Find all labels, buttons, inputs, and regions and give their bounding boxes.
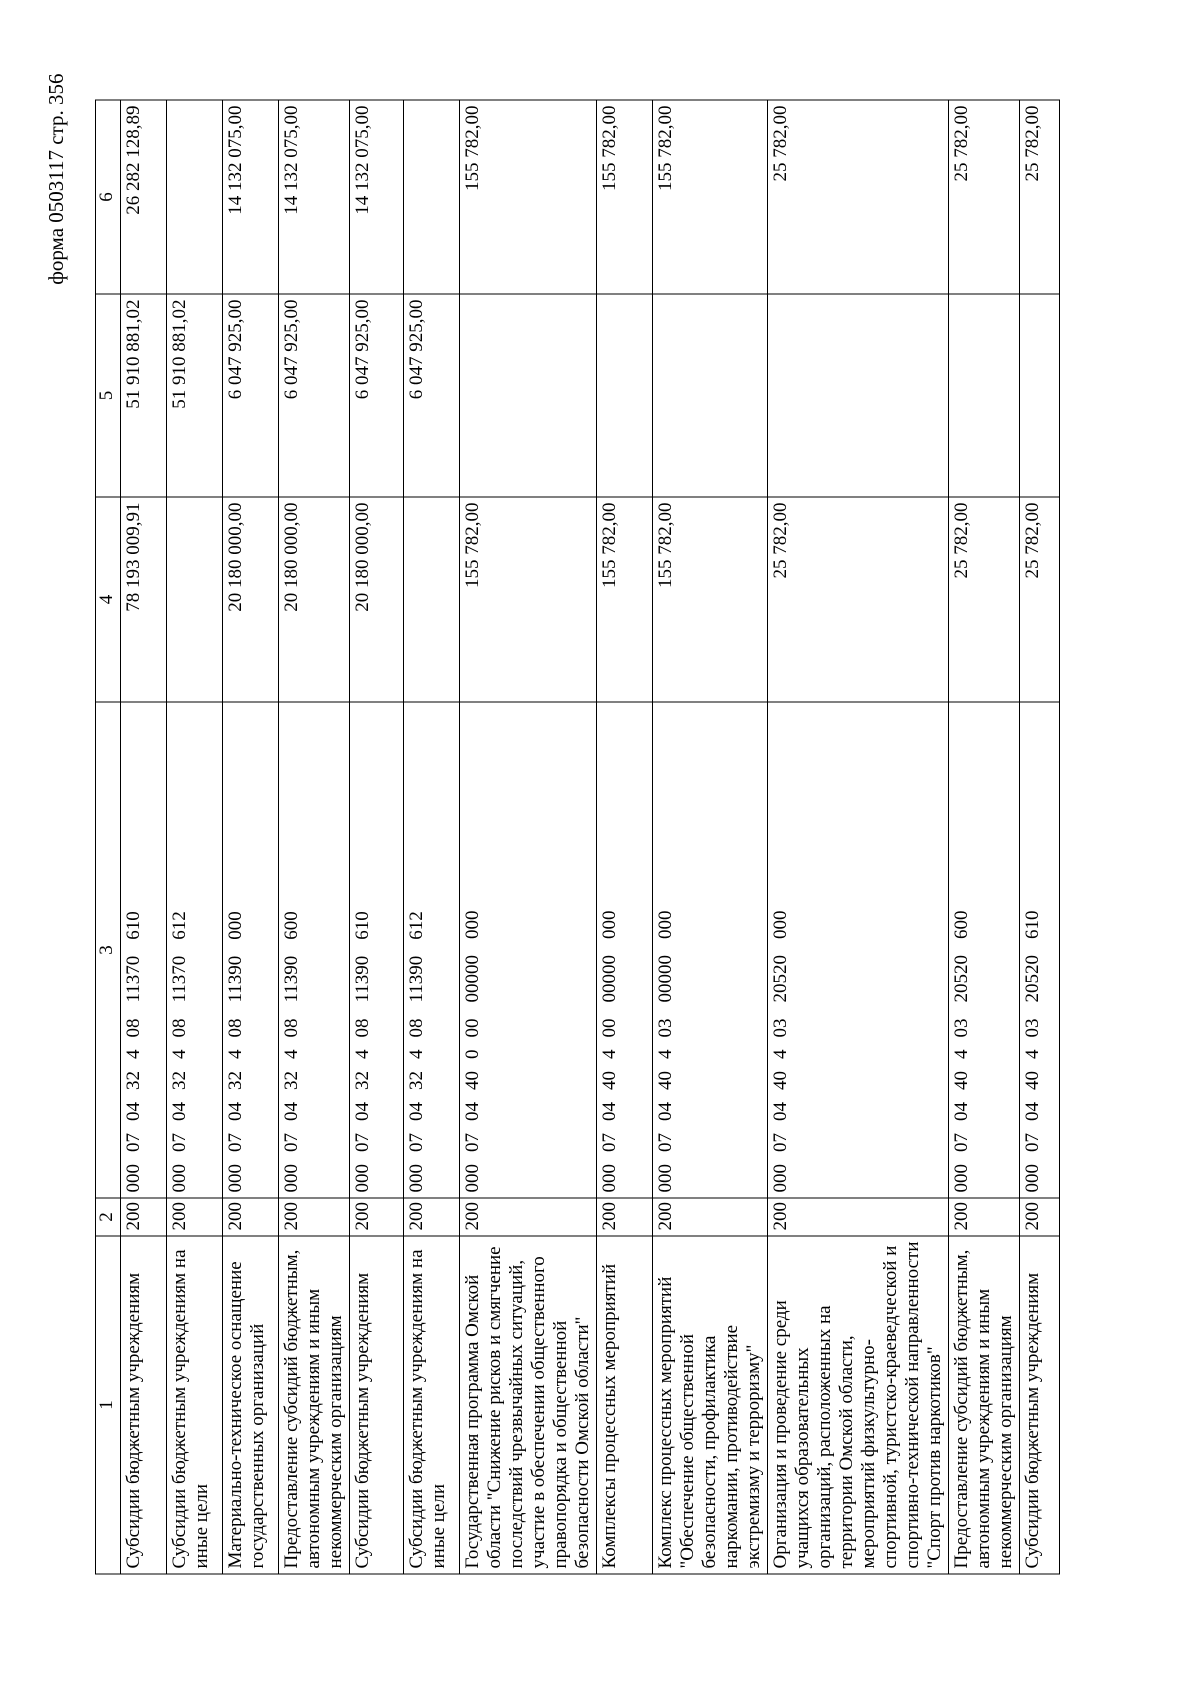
row-value-col6: 14 132 075,00 [223,100,279,294]
row-value-col6: 26 282 128,89 [121,100,167,294]
row-name: Комплекс процессных мероприятий "Обеспечение общественной безопасности, профилактика наркомании, противодействие экстремизму и терроризму" [653,1236,768,1574]
code-segment: 32 [406,1070,427,1090]
code-segment: 11390 [281,955,302,1002]
row-name: Государственная программа Омской области "Снижение рисков и смягчение последствий чрезвычайных ситуаций, участие в обеспечении общественного правопорядка и общественной безопасности Омской области" [460,1236,597,1574]
row-value-col4: 20 180 000,00 [350,497,404,702]
code-segment: 03 [655,1018,676,1037]
table-row [167,100,223,1574]
code-segment: 32 [352,1070,373,1090]
code-segment: 07 [169,1132,190,1152]
code-segment: 32 [225,1070,246,1090]
code-segment: 610 [352,910,373,940]
code-segment: 07 [225,1132,246,1152]
table-row [460,100,597,1574]
code-segment: 32 [169,1070,190,1090]
code-segment: 0 [462,1049,483,1059]
code-segment: 4 [655,1049,676,1059]
row-name: Субсидии бюджетным учреждениям [121,1236,167,1574]
row-budget-code [167,702,223,1198]
code-segment: 612 [169,910,190,940]
code-segment: 4 [951,1049,972,1059]
code-segment: 04 [225,1101,246,1121]
code-segment: 40 [770,1070,791,1090]
row-value-col6: 25 782,00 [768,100,949,294]
code-segment: 00000 [462,954,483,1002]
code-segment: 07 [462,1132,483,1152]
code-segment: 4 [352,1049,373,1059]
code-segment: 000 [225,910,246,940]
code-segment: 03 [1022,1018,1043,1037]
code-segment: 000 [123,1163,144,1192]
row-budget-code [460,702,597,1198]
code-segment: 03 [951,1018,972,1037]
row-value-col5: 6 047 925,00 [279,294,350,497]
table-row [121,100,167,1574]
table-row [1020,100,1060,1574]
code-segment: 04 [770,1101,791,1121]
code-segment: 07 [281,1132,302,1152]
row-value-col5 [949,294,1020,497]
row-value-col4: 25 782,00 [768,497,949,702]
row-value-col4: 25 782,00 [949,497,1020,702]
code-segment: 20520 [951,954,972,1002]
code-segment: 08 [169,1018,190,1037]
row-line-code: 200 [121,1198,167,1236]
row-value-col5 [460,294,597,497]
row-value-col6: 155 782,00 [460,100,597,294]
row-name: Материально-техническое оснащение государственных организаций [223,1236,279,1574]
row-budget-code [279,702,350,1198]
row-line-code: 200 [404,1198,460,1236]
code-segment: 000 [770,910,791,939]
row-name: Субсидии бюджетным учреждениям на иные цели [167,1236,223,1574]
code-segment: 00000 [599,954,620,1002]
row-line-code: 200 [597,1198,653,1236]
code-segment: 32 [123,1070,144,1090]
code-segment: 07 [655,1132,676,1152]
code-segment: 07 [599,1132,620,1152]
code-segment: 000 [655,1163,676,1192]
code-segment: 11390 [225,955,246,1002]
code-segment: 04 [1022,1101,1043,1121]
row-value-col4: 155 782,00 [597,497,653,702]
row-line-code: 200 [167,1198,223,1236]
row-value-col6 [167,100,223,294]
code-segment: 4 [169,1049,190,1059]
row-value-col6 [404,100,460,294]
row-budget-code [768,702,949,1198]
row-budget-code [1020,702,1060,1198]
header-row [96,100,121,1574]
row-line-code: 200 [653,1198,768,1236]
code-segment: 4 [123,1049,144,1059]
table-row [597,100,653,1574]
row-line-code: 200 [768,1198,949,1236]
code-segment: 07 [1022,1132,1043,1152]
row-name: Комплексы процессных мероприятий [597,1236,653,1574]
code-segment: 40 [462,1070,483,1090]
code-segment: 04 [599,1101,620,1121]
row-value-col4: 20 180 000,00 [223,497,279,702]
header-cell-6: 6 [96,100,121,294]
row-name: Организация и проведение среди учащихся образовательных организаций, расположенных на территории Омской области, мероприятий физкультурно-спортивной, туристско-краеведческой и спортивно-технической направленности "Спорт против наркотиков" [768,1236,949,1574]
row-value-col6: 25 782,00 [1020,100,1060,294]
code-segment: 40 [655,1070,676,1090]
code-segment: 08 [281,1018,302,1037]
row-name: Субсидии бюджетным учреждениям [1020,1236,1060,1574]
row-value-col5 [597,294,653,497]
code-segment: 11390 [352,955,373,1002]
code-segment: 04 [123,1101,144,1121]
code-segment: 08 [406,1018,427,1037]
table-row [279,100,350,1574]
row-line-code: 200 [223,1198,279,1236]
code-segment: 04 [352,1101,373,1121]
row-value-col5: 51 910 881,02 [121,294,167,497]
row-value-col4: 155 782,00 [460,497,597,702]
code-segment: 000 [169,1163,190,1192]
code-segment: 000 [352,1163,373,1192]
code-segment: 600 [951,910,972,939]
table-row [768,100,949,1574]
row-value-col5: 6 047 925,00 [350,294,404,497]
row-budget-code [223,702,279,1198]
code-segment: 00000 [655,954,676,1002]
row-value-col4 [404,497,460,702]
row-value-col6: 155 782,00 [597,100,653,294]
code-segment: 000 [462,910,483,939]
code-segment: 4 [225,1049,246,1059]
code-segment: 40 [1022,1070,1043,1090]
row-line-code: 200 [350,1198,404,1236]
code-segment: 610 [1022,910,1043,939]
row-value-col4: 155 782,00 [653,497,768,702]
code-segment: 11370 [169,955,190,1002]
code-segment: 000 [406,1163,427,1192]
code-segment: 11370 [123,955,144,1002]
row-line-code: 200 [1020,1198,1060,1236]
row-budget-code [404,702,460,1198]
row-budget-code [653,702,768,1198]
code-segment: 07 [352,1132,373,1152]
row-value-col5: 6 047 925,00 [223,294,279,497]
code-segment: 40 [951,1070,972,1090]
code-segment: 40 [599,1070,620,1090]
code-segment: 000 [462,1163,483,1192]
table-row [404,100,460,1574]
header-cell-5: 5 [96,294,121,497]
table-row [350,100,404,1574]
row-value-col6: 14 132 075,00 [279,100,350,294]
code-segment: 04 [169,1101,190,1121]
row-value-col4: 20 180 000,00 [279,497,350,702]
code-segment: 4 [770,1049,791,1059]
code-segment: 000 [951,1163,972,1192]
row-value-col5 [653,294,768,497]
row-value-col4: 25 782,00 [1020,497,1060,702]
code-segment: 08 [123,1018,144,1037]
row-value-col6: 155 782,00 [653,100,768,294]
code-segment: 20520 [1022,954,1043,1002]
report-table [95,99,1060,1574]
code-segment: 4 [599,1049,620,1059]
code-segment: 000 [281,1163,302,1192]
code-segment: 000 [655,910,676,939]
code-segment: 03 [770,1018,791,1037]
code-segment: 000 [599,1163,620,1192]
code-segment: 04 [281,1101,302,1121]
header-cell-1: 1 [96,1236,121,1574]
code-segment: 07 [951,1132,972,1152]
header-cell-2: 2 [96,1198,121,1236]
row-value-col5 [768,294,949,497]
code-segment: 000 [599,910,620,939]
row-name: Предоставление субсидий бюджетным, автономным учреждениям и иным некоммерческим организациям [279,1236,350,1574]
code-segment: 08 [225,1018,246,1037]
row-value-col6: 14 132 075,00 [350,100,404,294]
row-budget-code [597,702,653,1198]
code-segment: 00 [599,1018,620,1037]
row-budget-code [121,702,167,1198]
row-line-code: 200 [279,1198,350,1236]
row-name: Предоставление субсидий бюджетным, автономным учреждениям и иным некоммерческим организациям [949,1236,1020,1574]
form-label: форма 0503117 стр. 356 [44,73,68,285]
code-segment: 07 [123,1132,144,1152]
code-segment: 07 [406,1132,427,1152]
code-segment: 04 [462,1101,483,1121]
code-segment: 4 [1022,1049,1043,1059]
row-value-col5: 6 047 925,00 [404,294,460,497]
row-budget-code [949,702,1020,1198]
code-segment: 600 [281,910,302,940]
code-segment: 04 [406,1101,427,1121]
table-row [653,100,768,1574]
code-segment: 4 [281,1049,302,1059]
row-value-col5: 51 910 881,02 [167,294,223,497]
row-value-col4: 78 193 009,91 [121,497,167,702]
code-segment: 04 [655,1101,676,1121]
row-line-code: 200 [460,1198,597,1236]
row-value-col4 [167,497,223,702]
header-cell-4: 4 [96,497,121,702]
code-segment: 610 [123,910,144,940]
row-line-code: 200 [949,1198,1020,1236]
table-row [223,100,279,1574]
code-segment: 11390 [406,955,427,1002]
code-segment: 08 [352,1018,373,1037]
code-segment: 07 [770,1132,791,1152]
row-value-col6: 25 782,00 [949,100,1020,294]
code-segment: 32 [281,1070,302,1090]
code-segment: 000 [770,1163,791,1192]
code-segment: 20520 [770,954,791,1002]
code-segment: 00 [462,1018,483,1037]
code-segment: 612 [406,910,427,940]
row-budget-code [350,702,404,1198]
code-segment: 000 [225,1163,246,1192]
row-name: Субсидии бюджетным учреждениям [350,1236,404,1574]
code-segment: 04 [951,1101,972,1121]
code-segment: 000 [1022,1163,1043,1192]
header-cell-3: 3 [96,702,121,1198]
code-segment: 4 [406,1049,427,1059]
row-value-col5 [1020,294,1060,497]
row-name: Субсидии бюджетным учреждениям на иные цели [404,1236,460,1574]
table-row [949,100,1020,1574]
